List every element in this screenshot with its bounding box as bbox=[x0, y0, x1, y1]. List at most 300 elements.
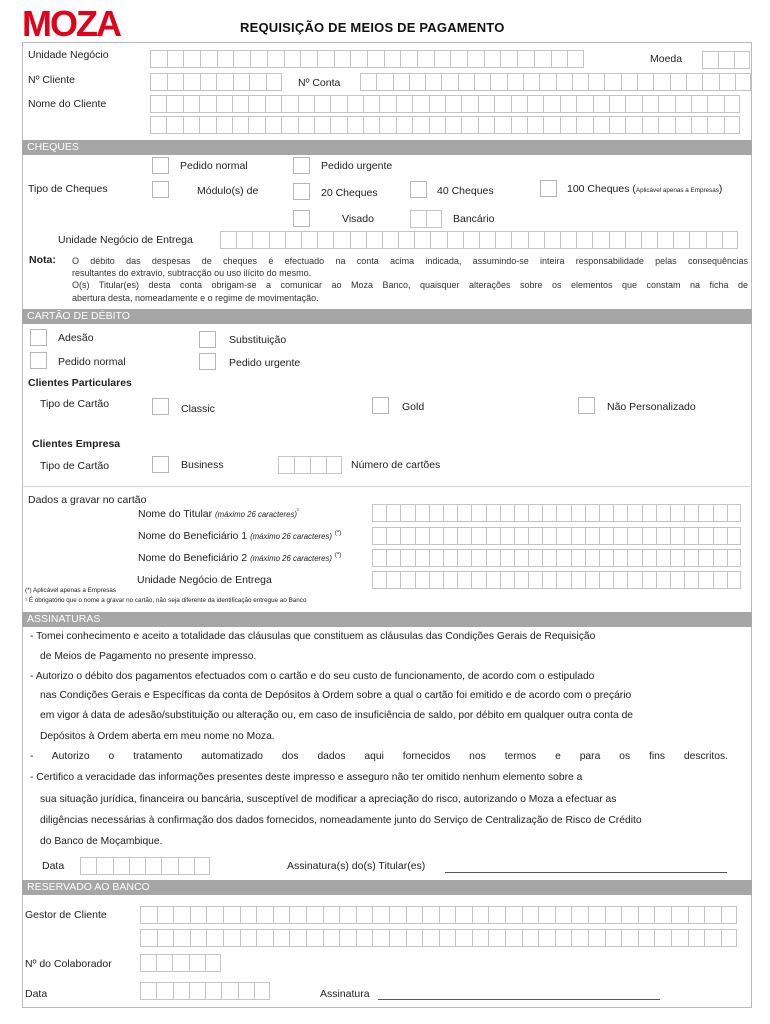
char-cell[interactable] bbox=[673, 231, 689, 249]
char-cell[interactable] bbox=[727, 549, 741, 567]
char-cell[interactable] bbox=[588, 929, 605, 947]
char-cell[interactable] bbox=[350, 50, 367, 68]
char-cell[interactable] bbox=[347, 116, 363, 134]
client-no-input[interactable] bbox=[150, 73, 282, 91]
char-cell[interactable] bbox=[372, 929, 389, 947]
char-cell[interactable] bbox=[455, 906, 472, 924]
char-cell[interactable] bbox=[190, 929, 207, 947]
char-cell[interactable] bbox=[567, 50, 584, 68]
char-cell[interactable] bbox=[447, 231, 463, 249]
char-cell[interactable] bbox=[422, 929, 439, 947]
char-cell[interactable] bbox=[613, 571, 627, 589]
char-cell[interactable] bbox=[698, 549, 712, 567]
char-cell[interactable] bbox=[372, 571, 386, 589]
char-cell[interactable] bbox=[472, 929, 489, 947]
char-cell[interactable] bbox=[422, 906, 439, 924]
char-cell[interactable] bbox=[190, 906, 207, 924]
char-cell[interactable] bbox=[310, 456, 326, 474]
char-cell[interactable] bbox=[273, 929, 290, 947]
char-cell[interactable] bbox=[707, 95, 723, 113]
char-cell[interactable] bbox=[281, 95, 297, 113]
char-cell[interactable] bbox=[527, 95, 543, 113]
char-cell[interactable] bbox=[571, 504, 585, 522]
char-cell[interactable] bbox=[684, 527, 698, 545]
char-cell[interactable] bbox=[317, 50, 334, 68]
char-cell[interactable] bbox=[150, 116, 166, 134]
char-cell[interactable] bbox=[216, 116, 232, 134]
char-cell[interactable] bbox=[642, 549, 656, 567]
char-cell[interactable] bbox=[599, 527, 613, 545]
char-cell[interactable] bbox=[289, 906, 306, 924]
char-cell[interactable] bbox=[670, 527, 684, 545]
char-cell[interactable] bbox=[527, 116, 543, 134]
char-cell[interactable] bbox=[183, 116, 199, 134]
char-cell[interactable] bbox=[347, 95, 363, 113]
char-cell[interactable] bbox=[206, 906, 223, 924]
char-cell[interactable] bbox=[653, 73, 669, 91]
char-cell[interactable] bbox=[406, 906, 423, 924]
char-cell[interactable] bbox=[625, 95, 641, 113]
char-cell[interactable] bbox=[538, 906, 555, 924]
char-cell[interactable] bbox=[658, 95, 674, 113]
hundred-cheques-checkbox[interactable] bbox=[540, 180, 557, 197]
char-cell[interactable] bbox=[656, 527, 670, 545]
char-cell[interactable] bbox=[528, 571, 542, 589]
classic-checkbox[interactable] bbox=[152, 398, 169, 415]
char-cell[interactable] bbox=[688, 906, 705, 924]
char-cell[interactable] bbox=[145, 857, 161, 875]
char-cell[interactable] bbox=[140, 906, 157, 924]
char-cell[interactable] bbox=[463, 231, 479, 249]
char-cell[interactable] bbox=[621, 906, 638, 924]
char-cell[interactable] bbox=[252, 231, 268, 249]
char-cell[interactable] bbox=[734, 51, 750, 69]
char-cell[interactable] bbox=[494, 95, 510, 113]
char-cell[interactable] bbox=[621, 929, 638, 947]
char-cell[interactable] bbox=[398, 231, 414, 249]
char-cell[interactable] bbox=[724, 95, 740, 113]
char-cell[interactable] bbox=[556, 504, 570, 522]
char-cell[interactable] bbox=[599, 571, 613, 589]
char-cell[interactable] bbox=[314, 95, 330, 113]
char-cell[interactable] bbox=[539, 73, 555, 91]
char-cell[interactable] bbox=[514, 549, 528, 567]
char-cell[interactable] bbox=[691, 95, 707, 113]
char-cell[interactable] bbox=[298, 116, 314, 134]
char-cell[interactable] bbox=[461, 95, 477, 113]
char-cell[interactable] bbox=[96, 857, 112, 875]
manager-input-1[interactable] bbox=[140, 906, 737, 924]
char-cell[interactable] bbox=[173, 929, 190, 947]
char-cell[interactable] bbox=[471, 504, 485, 522]
char-cell[interactable] bbox=[585, 549, 599, 567]
substitution-checkbox[interactable] bbox=[199, 331, 216, 348]
char-cell[interactable] bbox=[707, 116, 723, 134]
char-cell[interactable] bbox=[605, 906, 622, 924]
char-cell[interactable] bbox=[410, 210, 426, 228]
char-cell[interactable] bbox=[205, 954, 221, 972]
char-cell[interactable] bbox=[722, 231, 738, 249]
char-cell[interactable] bbox=[713, 527, 727, 545]
char-cell[interactable] bbox=[458, 73, 474, 91]
char-cell[interactable] bbox=[528, 231, 544, 249]
char-cell[interactable] bbox=[585, 504, 599, 522]
char-cell[interactable] bbox=[306, 906, 323, 924]
char-cell[interactable] bbox=[200, 50, 217, 68]
char-cell[interactable] bbox=[330, 95, 346, 113]
card-delivery-unit-input[interactable] bbox=[372, 571, 741, 589]
visado-checkbox[interactable] bbox=[293, 210, 310, 227]
char-cell[interactable] bbox=[439, 929, 456, 947]
char-cell[interactable] bbox=[445, 95, 461, 113]
char-cell[interactable] bbox=[238, 982, 254, 1000]
char-cell[interactable] bbox=[511, 231, 527, 249]
char-cell[interactable] bbox=[486, 527, 500, 545]
char-cell[interactable] bbox=[555, 929, 572, 947]
char-cell[interactable] bbox=[386, 571, 400, 589]
char-cell[interactable] bbox=[713, 549, 727, 567]
char-cell[interactable] bbox=[443, 527, 457, 545]
char-cell[interactable] bbox=[511, 95, 527, 113]
char-cell[interactable] bbox=[613, 549, 627, 567]
char-cell[interactable] bbox=[670, 73, 686, 91]
char-cell[interactable] bbox=[474, 73, 490, 91]
char-cell[interactable] bbox=[249, 73, 266, 91]
twenty-cheques-checkbox[interactable] bbox=[293, 183, 310, 200]
char-cell[interactable] bbox=[150, 95, 166, 113]
char-cell[interactable] bbox=[625, 231, 641, 249]
char-cell[interactable] bbox=[425, 73, 441, 91]
char-cell[interactable] bbox=[393, 73, 409, 91]
char-cell[interactable] bbox=[486, 549, 500, 567]
char-cell[interactable] bbox=[627, 504, 641, 522]
char-cell[interactable] bbox=[172, 954, 188, 972]
card-normal-order-checkbox[interactable] bbox=[30, 352, 47, 369]
char-cell[interactable] bbox=[625, 116, 641, 134]
char-cell[interactable] bbox=[686, 73, 702, 91]
char-cell[interactable] bbox=[627, 571, 641, 589]
char-cell[interactable] bbox=[627, 527, 641, 545]
char-cell[interactable] bbox=[642, 504, 656, 522]
char-cell[interactable] bbox=[704, 929, 721, 947]
char-cell[interactable] bbox=[199, 116, 215, 134]
char-cell[interactable] bbox=[560, 95, 576, 113]
char-cell[interactable] bbox=[156, 982, 172, 1000]
char-cell[interactable] bbox=[216, 73, 233, 91]
char-cell[interactable] bbox=[339, 906, 356, 924]
char-cell[interactable] bbox=[289, 929, 306, 947]
char-cell[interactable] bbox=[488, 906, 505, 924]
forty-cheques-checkbox[interactable] bbox=[410, 181, 427, 198]
char-cell[interactable] bbox=[206, 929, 223, 947]
char-cell[interactable] bbox=[638, 906, 655, 924]
char-cell[interactable] bbox=[670, 571, 684, 589]
char-cell[interactable] bbox=[576, 95, 592, 113]
char-cell[interactable] bbox=[173, 982, 189, 1000]
char-cell[interactable] bbox=[194, 857, 210, 875]
char-cell[interactable] bbox=[248, 116, 264, 134]
char-cell[interactable] bbox=[333, 231, 349, 249]
char-cell[interactable] bbox=[534, 50, 551, 68]
char-cell[interactable] bbox=[167, 50, 184, 68]
char-cell[interactable] bbox=[363, 95, 379, 113]
char-cell[interactable] bbox=[221, 982, 237, 1000]
char-cell[interactable] bbox=[642, 571, 656, 589]
gold-checkbox[interactable] bbox=[372, 397, 389, 414]
char-cell[interactable] bbox=[461, 116, 477, 134]
char-cell[interactable] bbox=[156, 954, 172, 972]
char-cell[interactable] bbox=[585, 527, 599, 545]
card-count-input[interactable] bbox=[278, 456, 342, 474]
char-cell[interactable] bbox=[400, 527, 414, 545]
char-cell[interactable] bbox=[323, 906, 340, 924]
char-cell[interactable] bbox=[585, 571, 599, 589]
char-cell[interactable] bbox=[637, 73, 653, 91]
char-cell[interactable] bbox=[702, 73, 718, 91]
char-cell[interactable] bbox=[400, 504, 414, 522]
char-cell[interactable] bbox=[167, 73, 184, 91]
char-cell[interactable] bbox=[412, 95, 428, 113]
char-cell[interactable] bbox=[523, 73, 539, 91]
char-cell[interactable] bbox=[605, 929, 622, 947]
char-cell[interactable] bbox=[415, 549, 429, 567]
non-personalized-checkbox[interactable] bbox=[578, 397, 595, 414]
char-cell[interactable] bbox=[323, 929, 340, 947]
char-cell[interactable] bbox=[443, 504, 457, 522]
char-cell[interactable] bbox=[429, 504, 443, 522]
char-cell[interactable] bbox=[571, 571, 585, 589]
char-cell[interactable] bbox=[426, 210, 442, 228]
char-cell[interactable] bbox=[517, 50, 534, 68]
char-cell[interactable] bbox=[216, 95, 232, 113]
char-cell[interactable] bbox=[273, 906, 290, 924]
char-cell[interactable] bbox=[522, 929, 539, 947]
employee-no-input[interactable] bbox=[140, 954, 221, 972]
char-cell[interactable] bbox=[386, 549, 400, 567]
bancario-checkbox[interactable] bbox=[410, 210, 442, 228]
bank-date-input[interactable] bbox=[140, 982, 270, 1000]
char-cell[interactable] bbox=[551, 50, 568, 68]
char-cell[interactable] bbox=[372, 549, 386, 567]
char-cell[interactable] bbox=[400, 571, 414, 589]
char-cell[interactable] bbox=[691, 116, 707, 134]
char-cell[interactable] bbox=[429, 527, 443, 545]
char-cell[interactable] bbox=[266, 73, 283, 91]
char-cell[interactable] bbox=[560, 231, 576, 249]
char-cell[interactable] bbox=[363, 116, 379, 134]
char-cell[interactable] bbox=[500, 527, 514, 545]
char-cell[interactable] bbox=[642, 116, 658, 134]
char-cell[interactable] bbox=[588, 73, 604, 91]
char-cell[interactable] bbox=[356, 906, 373, 924]
char-cell[interactable] bbox=[486, 571, 500, 589]
char-cell[interactable] bbox=[478, 95, 494, 113]
account-no-input[interactable] bbox=[360, 73, 751, 91]
char-cell[interactable] bbox=[396, 116, 412, 134]
char-cell[interactable] bbox=[429, 116, 445, 134]
char-cell[interactable] bbox=[576, 116, 592, 134]
char-cell[interactable] bbox=[495, 231, 511, 249]
char-cell[interactable] bbox=[457, 571, 471, 589]
client-name-input-2[interactable] bbox=[150, 116, 740, 134]
char-cell[interactable] bbox=[609, 231, 625, 249]
char-cell[interactable] bbox=[199, 95, 215, 113]
char-cell[interactable] bbox=[735, 73, 751, 91]
char-cell[interactable] bbox=[555, 906, 572, 924]
currency-input[interactable] bbox=[702, 51, 750, 69]
char-cell[interactable] bbox=[542, 549, 556, 567]
char-cell[interactable] bbox=[457, 527, 471, 545]
char-cell[interactable] bbox=[382, 231, 398, 249]
char-cell[interactable] bbox=[232, 116, 248, 134]
char-cell[interactable] bbox=[439, 906, 456, 924]
char-cell[interactable] bbox=[409, 73, 425, 91]
char-cell[interactable] bbox=[556, 571, 570, 589]
char-cell[interactable] bbox=[671, 906, 688, 924]
char-cell[interactable] bbox=[698, 571, 712, 589]
char-cell[interactable] bbox=[576, 231, 592, 249]
char-cell[interactable] bbox=[702, 51, 718, 69]
char-cell[interactable] bbox=[200, 73, 217, 91]
char-cell[interactable] bbox=[412, 116, 428, 134]
char-cell[interactable] bbox=[265, 116, 281, 134]
char-cell[interactable] bbox=[294, 456, 310, 474]
char-cell[interactable] bbox=[593, 116, 609, 134]
char-cell[interactable] bbox=[670, 549, 684, 567]
char-cell[interactable] bbox=[684, 504, 698, 522]
char-cell[interactable] bbox=[205, 982, 221, 1000]
char-cell[interactable] bbox=[528, 527, 542, 545]
char-cell[interactable] bbox=[560, 116, 576, 134]
char-cell[interactable] bbox=[471, 527, 485, 545]
char-cell[interactable] bbox=[434, 50, 451, 68]
char-cell[interactable] bbox=[415, 571, 429, 589]
char-cell[interactable] bbox=[543, 116, 559, 134]
char-cell[interactable] bbox=[471, 549, 485, 567]
char-cell[interactable] bbox=[256, 906, 273, 924]
char-cell[interactable] bbox=[281, 116, 297, 134]
char-cell[interactable] bbox=[445, 116, 461, 134]
char-cell[interactable] bbox=[471, 571, 485, 589]
char-cell[interactable] bbox=[406, 929, 423, 947]
char-cell[interactable] bbox=[698, 504, 712, 522]
beneficiary1-input[interactable] bbox=[372, 527, 741, 545]
char-cell[interactable] bbox=[522, 906, 539, 924]
char-cell[interactable] bbox=[511, 116, 527, 134]
char-cell[interactable] bbox=[161, 857, 177, 875]
char-cell[interactable] bbox=[641, 231, 657, 249]
char-cell[interactable] bbox=[367, 50, 384, 68]
char-cell[interactable] bbox=[457, 549, 471, 567]
char-cell[interactable] bbox=[173, 906, 190, 924]
char-cell[interactable] bbox=[217, 50, 234, 68]
char-cell[interactable] bbox=[415, 504, 429, 522]
char-cell[interactable] bbox=[350, 231, 366, 249]
char-cell[interactable] bbox=[719, 73, 735, 91]
char-cell[interactable] bbox=[140, 954, 156, 972]
char-cell[interactable] bbox=[656, 571, 670, 589]
char-cell[interactable] bbox=[314, 116, 330, 134]
char-cell[interactable] bbox=[479, 231, 495, 249]
char-cell[interactable] bbox=[441, 73, 457, 91]
char-cell[interactable] bbox=[236, 231, 252, 249]
char-cell[interactable] bbox=[490, 73, 506, 91]
char-cell[interactable] bbox=[150, 50, 167, 68]
char-cell[interactable] bbox=[376, 73, 392, 91]
char-cell[interactable] bbox=[267, 50, 284, 68]
char-cell[interactable] bbox=[528, 504, 542, 522]
char-cell[interactable] bbox=[604, 73, 620, 91]
char-cell[interactable] bbox=[486, 504, 500, 522]
char-cell[interactable] bbox=[430, 231, 446, 249]
char-cell[interactable] bbox=[183, 95, 199, 113]
char-cell[interactable] bbox=[656, 504, 670, 522]
char-cell[interactable] bbox=[356, 929, 373, 947]
client-name-input-1[interactable] bbox=[150, 95, 740, 113]
char-cell[interactable] bbox=[514, 504, 528, 522]
char-cell[interactable] bbox=[389, 906, 406, 924]
char-cell[interactable] bbox=[339, 929, 356, 947]
char-cell[interactable] bbox=[140, 929, 157, 947]
char-cell[interactable] bbox=[484, 50, 501, 68]
char-cell[interactable] bbox=[613, 527, 627, 545]
char-cell[interactable] bbox=[542, 571, 556, 589]
holder-signature-line[interactable] bbox=[445, 858, 727, 873]
char-cell[interactable] bbox=[285, 231, 301, 249]
char-cell[interactable] bbox=[360, 73, 376, 91]
char-cell[interactable] bbox=[389, 929, 406, 947]
char-cell[interactable] bbox=[457, 504, 471, 522]
char-cell[interactable] bbox=[698, 527, 712, 545]
char-cell[interactable] bbox=[599, 549, 613, 567]
char-cell[interactable] bbox=[556, 549, 570, 567]
char-cell[interactable] bbox=[505, 929, 522, 947]
char-cell[interactable] bbox=[450, 50, 467, 68]
char-cell[interactable] bbox=[233, 50, 250, 68]
char-cell[interactable] bbox=[417, 50, 434, 68]
holder-name-input[interactable] bbox=[372, 504, 741, 522]
beneficiary2-input[interactable] bbox=[372, 549, 741, 567]
char-cell[interactable] bbox=[240, 906, 257, 924]
char-cell[interactable] bbox=[542, 527, 556, 545]
char-cell[interactable] bbox=[223, 929, 240, 947]
char-cell[interactable] bbox=[301, 231, 317, 249]
cheque-delivery-unit-input[interactable] bbox=[220, 231, 738, 249]
char-cell[interactable] bbox=[150, 73, 167, 91]
char-cell[interactable] bbox=[671, 929, 688, 947]
char-cell[interactable] bbox=[232, 95, 248, 113]
char-cell[interactable] bbox=[727, 527, 741, 545]
char-cell[interactable] bbox=[189, 954, 205, 972]
char-cell[interactable] bbox=[721, 929, 738, 947]
char-cell[interactable] bbox=[248, 95, 264, 113]
char-cell[interactable] bbox=[330, 116, 346, 134]
char-cell[interactable] bbox=[400, 50, 417, 68]
char-cell[interactable] bbox=[269, 231, 285, 249]
business-unit-input[interactable] bbox=[150, 50, 584, 68]
char-cell[interactable] bbox=[704, 906, 721, 924]
char-cell[interactable] bbox=[656, 549, 670, 567]
char-cell[interactable] bbox=[472, 906, 489, 924]
char-cell[interactable] bbox=[478, 116, 494, 134]
char-cell[interactable] bbox=[688, 929, 705, 947]
char-cell[interactable] bbox=[724, 116, 740, 134]
char-cell[interactable] bbox=[727, 571, 741, 589]
char-cell[interactable] bbox=[654, 929, 671, 947]
char-cell[interactable] bbox=[366, 231, 382, 249]
char-cell[interactable] bbox=[400, 549, 414, 567]
char-cell[interactable] bbox=[223, 906, 240, 924]
